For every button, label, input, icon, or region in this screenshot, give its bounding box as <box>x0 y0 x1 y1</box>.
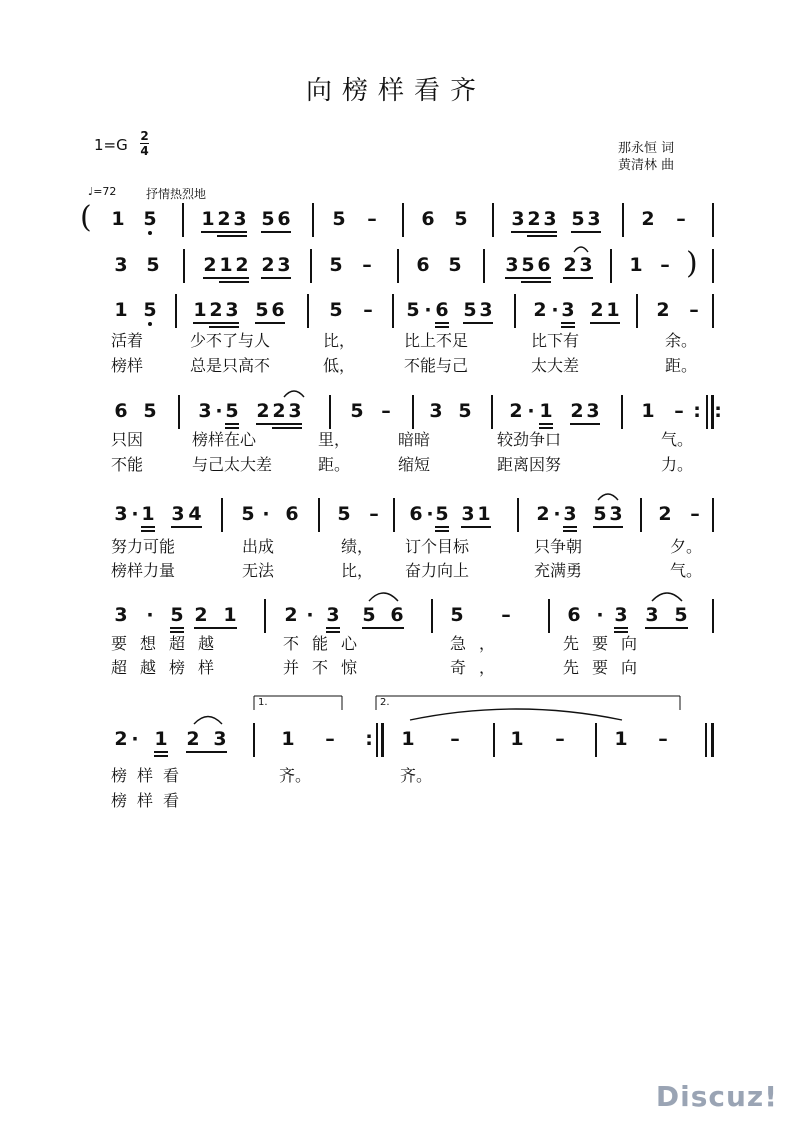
note: · <box>131 728 139 750</box>
note: 6 <box>435 299 449 321</box>
slur <box>598 494 618 500</box>
note: 3 <box>114 604 128 626</box>
note: 5 <box>332 208 346 230</box>
note: 2 <box>536 503 550 525</box>
lyric-text: 缩短 <box>398 455 431 474</box>
note: 1 <box>219 254 233 276</box>
note: 5 <box>146 254 160 276</box>
note: – <box>362 254 372 276</box>
note: · <box>306 604 314 626</box>
note: 1 <box>641 400 655 422</box>
note: 2 <box>272 400 286 422</box>
note: 5 <box>463 299 477 321</box>
note: 1 <box>193 299 207 321</box>
note: 3 <box>614 604 628 626</box>
note: 2 <box>527 208 541 230</box>
note: 3 <box>561 299 575 321</box>
slur <box>194 717 222 725</box>
note: 6 <box>421 208 435 230</box>
note: – <box>367 208 377 230</box>
note: 5 <box>337 503 351 525</box>
lyric-text: 比下有 <box>531 331 580 350</box>
lyric-text: 暗暗 <box>398 430 431 449</box>
note: · <box>596 604 604 626</box>
composer-credit: 黄清林 曲 <box>618 158 675 173</box>
watermark-logo: Discuz! <box>655 1080 778 1113</box>
lyric-text: 比， <box>341 561 374 580</box>
note: 5 <box>571 208 585 230</box>
note: 5 <box>458 400 472 422</box>
lyric-text: 榜样力量 <box>111 561 176 580</box>
lyric-text: 只因 <box>111 430 144 449</box>
note: – <box>369 503 379 525</box>
note: – <box>676 208 686 230</box>
note: 3 <box>479 299 493 321</box>
lyric-text: 绩， <box>341 537 374 556</box>
note: 5 <box>674 604 688 626</box>
note: 2 <box>217 208 231 230</box>
note: 5 <box>261 208 275 230</box>
note: · <box>553 503 561 525</box>
lyric-text: 比上不足 <box>404 331 469 350</box>
lyric-text: 气。 <box>670 561 703 580</box>
note: 5 <box>593 503 607 525</box>
note: 3 <box>114 254 128 276</box>
key-signature: 1=G <box>94 136 128 154</box>
note: 6 <box>390 604 404 626</box>
lyric-text: 要想超越 <box>111 634 228 653</box>
lyric-text: 不能 <box>111 455 144 474</box>
note: 1 <box>154 728 168 750</box>
note: 6 <box>271 299 285 321</box>
volta-1-label: 1. <box>258 697 268 708</box>
lyric-text: 榜样 <box>111 356 144 375</box>
note: 6 <box>285 503 299 525</box>
lyric-text: 与己太大差 <box>192 455 273 474</box>
note: 3 <box>288 400 302 422</box>
note: 6 <box>277 208 291 230</box>
lyric-text: 活着 <box>111 331 144 350</box>
note: 3 <box>213 728 227 750</box>
note: 2 <box>656 299 670 321</box>
lyric-text: 气。 <box>661 430 694 449</box>
lyric-text: 并不惊 <box>283 658 371 677</box>
lyric-text: 总是只高不 <box>190 356 271 375</box>
note: · <box>215 400 223 422</box>
lyric-text: 奇， <box>450 658 509 677</box>
note: 3 <box>171 503 185 525</box>
note: · <box>262 503 270 525</box>
lyric-text: 距离因努 <box>497 455 562 474</box>
lyric-text: 出成 <box>242 537 275 556</box>
note: 3 <box>587 208 601 230</box>
lyric-text: 奋力向上 <box>405 561 470 580</box>
note: : <box>365 728 373 750</box>
lyric-text: 太大差 <box>531 356 580 375</box>
slur <box>410 709 622 720</box>
note: 2 <box>658 503 672 525</box>
note: 6 <box>537 254 551 276</box>
note: 3 <box>563 503 577 525</box>
note: 6 <box>114 400 128 422</box>
lyric-text: 无法 <box>242 561 275 580</box>
note: · <box>146 604 154 626</box>
note: 5 <box>143 299 157 321</box>
time-signature-bottom: 4 <box>140 144 149 158</box>
lyric-text: 急， <box>450 634 509 653</box>
lyric-text: 余。 <box>665 331 698 350</box>
lyric-text: 较劲争口 <box>497 430 562 449</box>
note: 5 <box>350 400 364 422</box>
note: 5 <box>143 208 157 230</box>
note: – <box>658 728 668 750</box>
volta-2-label: 2. <box>380 697 390 708</box>
time-signature-top: 2 <box>140 129 149 143</box>
note: 5 <box>329 254 343 276</box>
note: · <box>426 503 434 525</box>
note: – <box>674 400 684 422</box>
note: – <box>660 254 670 276</box>
note: 3 <box>326 604 340 626</box>
note: 1 <box>477 503 491 525</box>
note: 3 <box>586 400 600 422</box>
slur <box>284 391 304 397</box>
note: 2 <box>641 208 655 230</box>
note: · <box>551 299 559 321</box>
note: 2 <box>284 604 298 626</box>
note: – <box>450 728 460 750</box>
note: 2 <box>570 400 584 422</box>
note: · <box>424 299 432 321</box>
tempo-marking: ♩=72 <box>88 185 117 198</box>
close-paren: ) <box>686 246 698 281</box>
note: 1 <box>606 299 620 321</box>
lyric-text: 夕。 <box>670 537 703 556</box>
slur <box>652 593 682 601</box>
note: 5 <box>406 299 420 321</box>
note: 1 <box>401 728 415 750</box>
lyric-text: 订个目标 <box>405 537 470 556</box>
note: 1 <box>114 299 128 321</box>
note: 5 <box>450 604 464 626</box>
note: 5 <box>362 604 376 626</box>
note: 3 <box>429 400 443 422</box>
note: 3 <box>461 503 475 525</box>
note: 1 <box>629 254 643 276</box>
note: 5 <box>435 503 449 525</box>
lyric-text: 齐。 <box>279 766 312 785</box>
lyric-text: 不能与己 <box>404 356 469 375</box>
expression-marking: 抒情热烈地 <box>146 187 207 201</box>
note: 3 <box>114 503 128 525</box>
note: 2 <box>203 254 217 276</box>
open-paren: ( <box>80 200 92 235</box>
note: 2 <box>261 254 275 276</box>
note: 3 <box>579 254 593 276</box>
note: 2 <box>186 728 200 750</box>
lyric-text: 超越榜样 <box>111 658 228 677</box>
note: 2 <box>235 254 249 276</box>
note: 3 <box>511 208 525 230</box>
lyricist-credit: 那永恒 词 <box>618 141 675 156</box>
lyric-text: 努力可能 <box>111 537 176 556</box>
note: 2 <box>209 299 223 321</box>
song-title: 向榜样看齐 <box>305 76 486 106</box>
note: 5 <box>454 208 468 230</box>
note: – <box>690 503 700 525</box>
note: – <box>325 728 335 750</box>
note: 1 <box>281 728 295 750</box>
note: 6 <box>409 503 423 525</box>
note: 3 <box>198 400 212 422</box>
note: 2 <box>590 299 604 321</box>
note: 3 <box>609 503 623 525</box>
note: – <box>381 400 391 422</box>
note: 5 <box>170 604 184 626</box>
note: 6 <box>416 254 430 276</box>
note: · <box>131 503 139 525</box>
note: – <box>555 728 565 750</box>
lyric-text: 距。 <box>665 356 698 375</box>
note: – <box>363 299 373 321</box>
note: 5 <box>255 299 269 321</box>
note: 2 <box>194 604 208 626</box>
note: 5 <box>143 400 157 422</box>
slur <box>574 247 588 252</box>
note: 5 <box>241 503 255 525</box>
note: 5 <box>448 254 462 276</box>
lyric-text: 力。 <box>661 455 694 474</box>
note: – <box>689 299 699 321</box>
note: 1 <box>111 208 125 230</box>
lyric-text: 充满勇 <box>534 561 583 580</box>
note: 1 <box>141 503 155 525</box>
note: 2 <box>256 400 270 422</box>
note: 5 <box>521 254 535 276</box>
note: : <box>714 400 722 422</box>
note: 3 <box>277 254 291 276</box>
note: 6 <box>567 604 581 626</box>
note: 2 <box>563 254 577 276</box>
note: 3 <box>233 208 247 230</box>
note: 3 <box>543 208 557 230</box>
note: 5 <box>225 400 239 422</box>
note: 1 <box>510 728 524 750</box>
note: 2 <box>509 400 523 422</box>
note: 1 <box>614 728 628 750</box>
note: – <box>501 604 511 626</box>
note: 3 <box>225 299 239 321</box>
note: 1 <box>539 400 553 422</box>
lyric-text: 先要向 <box>563 658 651 677</box>
note: 1 <box>223 604 237 626</box>
lyric-text: 低， <box>323 356 356 375</box>
note: 2 <box>114 728 128 750</box>
lyric-text: 只争朝 <box>534 537 583 556</box>
note: : <box>693 400 701 422</box>
note: 2 <box>533 299 547 321</box>
slur <box>369 593 398 601</box>
lyric-text: 不能心 <box>283 634 371 653</box>
lyric-text: 少不了与人 <box>190 331 271 350</box>
lyric-text: 榜样在心 <box>192 430 257 449</box>
lyric-text: 先要向 <box>563 634 651 653</box>
lyric-text: 里， <box>318 430 351 449</box>
note: 5 <box>329 299 343 321</box>
note: 1 <box>201 208 215 230</box>
note: · <box>527 400 535 422</box>
lyric-text: 距。 <box>318 455 351 474</box>
lyric-text: 榜样看 <box>111 766 190 785</box>
lyric-text: 齐。 <box>400 766 433 785</box>
lyric-text: 比， <box>323 331 356 350</box>
note: 4 <box>188 503 202 525</box>
lyric-text: 榜样看 <box>111 791 190 810</box>
note: 3 <box>645 604 659 626</box>
note: 3 <box>505 254 519 276</box>
